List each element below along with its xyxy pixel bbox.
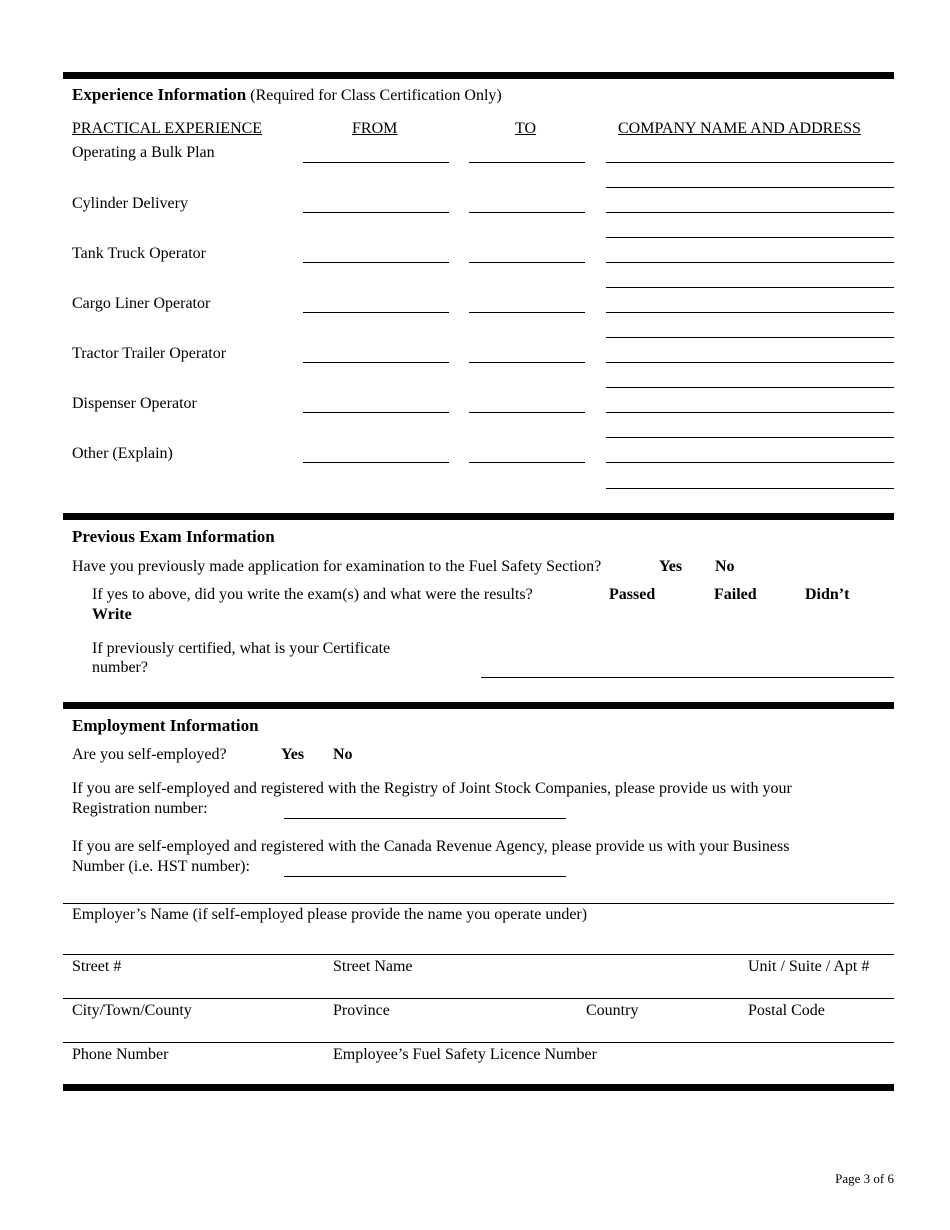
company-field[interactable] <box>606 337 894 338</box>
experience-row-label: Other (Explain) <box>72 445 173 462</box>
company-field[interactable] <box>606 462 894 463</box>
company-field[interactable] <box>606 488 894 489</box>
to-field[interactable] <box>469 362 585 363</box>
experience-heading <box>72 85 502 105</box>
didnt-write-option-cont[interactable]: Write <box>92 606 132 623</box>
header-to: TO <box>515 120 537 137</box>
street-name-label: Street Name <box>333 958 413 975</box>
passed-option[interactable]: Passed <box>609 586 656 603</box>
to-field[interactable] <box>469 412 585 413</box>
company-field[interactable] <box>606 362 894 363</box>
self-employed-yes-option[interactable]: Yes <box>281 746 305 763</box>
street-number-label: Street # <box>72 958 122 975</box>
q1-no-option[interactable]: No <box>715 558 735 575</box>
header-from: FROM <box>352 120 398 137</box>
self-employed-question: Are you self-employed? <box>72 746 227 763</box>
from-field[interactable] <box>303 412 449 413</box>
header-practical: PRACTICAL EXPERIENCE <box>72 120 263 137</box>
field-top-rule <box>63 998 894 999</box>
province-label: Province <box>333 1002 390 1019</box>
q1-yes-option[interactable]: Yes <box>659 558 683 575</box>
registry-question-cont: Registration number: <box>72 800 208 817</box>
field-top-rule <box>63 903 894 904</box>
section-divider <box>63 1084 894 1091</box>
field-top-rule <box>63 954 894 955</box>
experience-row-label: Tractor Trailer Operator <box>72 345 227 362</box>
business-number-field[interactable] <box>284 876 566 877</box>
company-field[interactable] <box>606 412 894 413</box>
company-field[interactable] <box>606 387 894 388</box>
previous-exam-question: Have you previously made application for examination to the Fuel Safety Section? <box>72 558 602 575</box>
phone-number-label: Phone Number <box>72 1046 169 1063</box>
to-field[interactable] <box>469 212 585 213</box>
from-field[interactable] <box>303 312 449 313</box>
to-field[interactable] <box>469 162 585 163</box>
company-field[interactable] <box>606 312 894 313</box>
from-field[interactable] <box>303 362 449 363</box>
failed-option[interactable]: Failed <box>714 586 757 603</box>
registration-number-field[interactable] <box>284 818 566 819</box>
header-company: COMPANY NAME AND ADDRESS <box>618 120 861 137</box>
from-field[interactable] <box>303 162 449 163</box>
company-field[interactable] <box>606 212 894 213</box>
section-divider <box>63 702 894 709</box>
field-top-rule <box>63 1042 894 1043</box>
licence-number-label: Employee’s Fuel Safety Licence Number <box>333 1046 597 1063</box>
country-label: Country <box>586 1002 639 1019</box>
company-field[interactable] <box>606 162 894 163</box>
to-field[interactable] <box>469 312 585 313</box>
company-field[interactable] <box>606 187 894 188</box>
from-field[interactable] <box>303 212 449 213</box>
experience-row-label: Dispenser Operator <box>72 395 197 412</box>
experience-row-label: Cargo Liner Operator <box>72 295 211 312</box>
experience-title: Experience Information <box>72 85 247 104</box>
self-employed-no-option[interactable]: No <box>333 746 353 763</box>
section-divider <box>63 72 894 79</box>
employer-name-label: Employer’s Name (if self-employed please provide the name you operate under) <box>72 906 588 923</box>
company-field[interactable] <box>606 287 894 288</box>
cra-question: If you are self-employed and registered with the Canada Revenue Agency, please provide us with your Business <box>72 838 790 855</box>
cra-question-cont: Number (i.e. HST number): <box>72 858 250 875</box>
company-field[interactable] <box>606 262 894 263</box>
page-number: Page 3 of 6 <box>835 1171 894 1186</box>
didnt-write-option[interactable]: Didn’t <box>805 586 850 603</box>
previous-exam-title: Previous Exam Information <box>72 527 275 546</box>
employment-title: Employment Information <box>72 716 259 735</box>
postal-code-label: Postal Code <box>748 1002 825 1019</box>
exam-results-question: If yes to above, did you write the exam(s) and what were the results? <box>92 586 533 603</box>
experience-row-label: Tank Truck Operator <box>72 245 206 262</box>
experience-subtitle: (Required for Class Certification Only) <box>250 87 502 104</box>
company-field[interactable] <box>606 237 894 238</box>
to-field[interactable] <box>469 462 585 463</box>
experience-row-label: Operating a Bulk Plan <box>72 144 215 161</box>
certificate-question: If previously certified, what is your Certificate <box>92 640 391 657</box>
from-field[interactable] <box>303 462 449 463</box>
registry-question: If you are self-employed and registered with the Registry of Joint Stock Companies, please provide us with your <box>72 780 792 797</box>
to-field[interactable] <box>469 262 585 263</box>
certificate-number-field[interactable] <box>481 677 894 678</box>
company-field[interactable] <box>606 437 894 438</box>
city-label: City/Town/County <box>72 1002 192 1019</box>
from-field[interactable] <box>303 262 449 263</box>
section-divider <box>63 513 894 520</box>
certificate-question-cont: number? <box>92 659 148 676</box>
unit-label: Unit / Suite / Apt # <box>748 958 870 975</box>
experience-row-label: Cylinder Delivery <box>72 195 188 212</box>
